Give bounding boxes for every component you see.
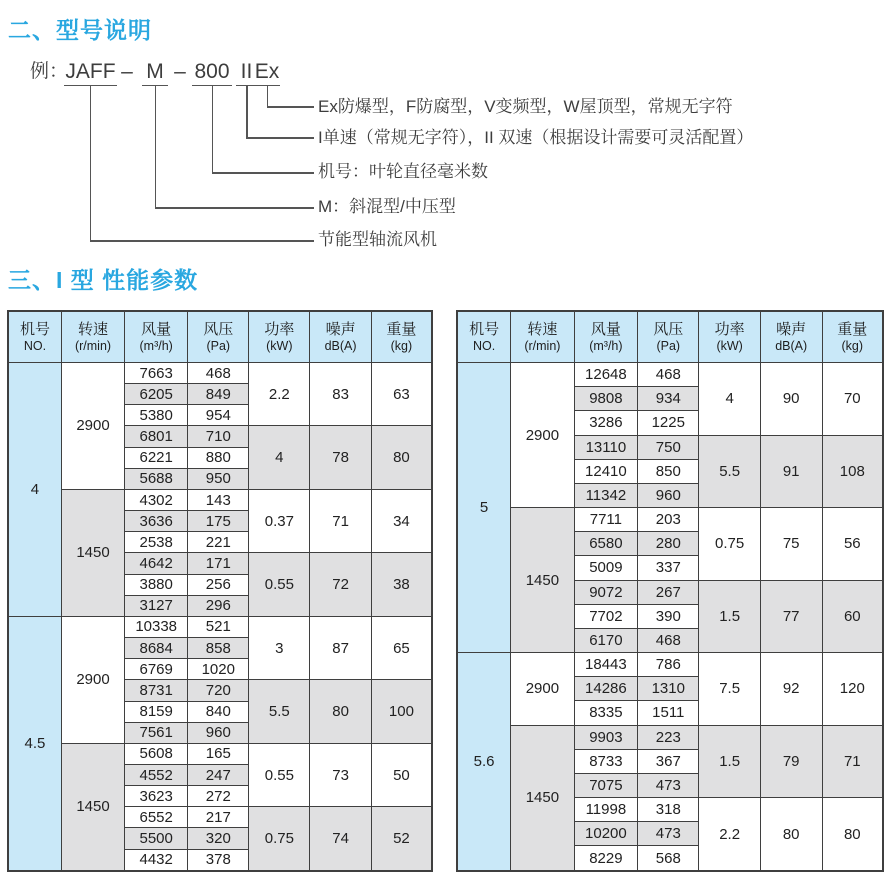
cell-pressure: 521	[188, 616, 249, 637]
cell-weight: 120	[822, 653, 883, 726]
cell-pressure: 256	[188, 574, 249, 595]
cell-rpm: 2900	[61, 616, 124, 743]
cell-power: 4	[249, 426, 310, 489]
callout-line	[246, 85, 248, 137]
cell-air-flow: 4642	[125, 553, 188, 574]
cell-air-flow: 6552	[125, 807, 188, 828]
cell-air-flow: 9808	[574, 387, 637, 411]
cell-air-flow: 8229	[574, 846, 637, 871]
cell-noise: 71	[310, 489, 371, 552]
cell-air-flow: 9903	[574, 725, 637, 749]
cell-pressure: 221	[188, 532, 249, 553]
cell-pressure: 296	[188, 595, 249, 616]
cell-air-flow: 8684	[125, 638, 188, 659]
cell-air-flow: 5380	[125, 405, 188, 426]
cell-air-flow: 12648	[574, 363, 637, 387]
col-header-unit: (m³/h)	[589, 338, 623, 353]
cell-pressure: 710	[188, 426, 249, 447]
table-row	[457, 653, 883, 677]
cell-pressure: 960	[188, 722, 249, 743]
col-header	[699, 311, 760, 363]
section-title-performance: 三、I 型 性能参数	[8, 267, 199, 293]
section-title-model: 二、型号说明	[8, 17, 152, 43]
cell-air-flow: 12410	[574, 459, 637, 483]
model-segment-ii: II	[236, 58, 257, 86]
performance-table-right	[456, 310, 884, 872]
cell-air-flow: 4432	[125, 849, 188, 871]
callout-label-size: 机号：叶轮直径毫米数	[318, 162, 488, 181]
cell-machine-no: 4.5	[8, 616, 61, 871]
cell-air-flow: 7702	[574, 604, 637, 628]
cell-noise: 73	[310, 743, 371, 806]
col-header-label: 重量	[837, 320, 868, 338]
cell-pressure: 858	[188, 638, 249, 659]
cell-pressure: 1310	[638, 677, 699, 701]
cell-noise: 74	[310, 807, 371, 871]
cell-power: 0.55	[249, 743, 310, 806]
cell-machine-no: 5	[457, 363, 511, 653]
cell-air-flow: 5608	[125, 743, 188, 764]
table-row	[8, 363, 432, 384]
cell-air-flow: 8731	[125, 680, 188, 701]
cell-air-flow: 5009	[574, 556, 637, 580]
cell-power: 2.2	[699, 798, 760, 871]
cell-noise: 75	[760, 508, 822, 581]
cell-air-flow: 8159	[125, 701, 188, 722]
callout-line	[155, 207, 314, 209]
cell-weight: 80	[822, 798, 883, 871]
cell-air-flow: 7075	[574, 773, 637, 797]
cell-weight: 100	[371, 680, 432, 743]
col-header-unit: (kg)	[390, 338, 413, 353]
cell-air-flow: 6221	[125, 447, 188, 468]
cell-air-flow: 9072	[574, 580, 637, 604]
callout-line	[90, 240, 314, 242]
cell-weight: 38	[371, 553, 432, 616]
callout-line	[246, 137, 314, 139]
col-header-unit: (kg)	[841, 338, 864, 353]
model-segment-ex: Ex	[254, 58, 280, 86]
cell-air-flow: 5500	[125, 828, 188, 849]
col-header-unit: NO.	[472, 338, 496, 353]
callout-label-speed: I单速（常规无字符），II 双速（根据设计需要可灵活配置）	[318, 128, 754, 147]
model-dash: –	[121, 60, 133, 83]
cell-power: 0.37	[249, 489, 310, 552]
cell-pressure: 203	[638, 508, 699, 532]
callout-line	[212, 85, 214, 172]
cell-rpm: 2900	[511, 363, 574, 508]
col-header	[822, 311, 883, 363]
cell-weight: 34	[371, 489, 432, 552]
callout-label-ex: Ex防爆型，F防腐型，V变频型，W屋顶型，常规无字符	[318, 97, 733, 116]
col-header	[8, 311, 61, 363]
cell-air-flow: 10338	[125, 616, 188, 637]
cell-power: 1.5	[699, 725, 760, 798]
cell-air-flow: 6205	[125, 384, 188, 405]
col-header-unit: NO.	[23, 338, 47, 353]
col-header-unit: (r/min)	[74, 338, 112, 353]
cell-pressure: 1020	[188, 659, 249, 680]
col-header-unit: (kW)	[266, 338, 293, 353]
cell-pressure: 223	[638, 725, 699, 749]
cell-air-flow: 7711	[574, 508, 637, 532]
cell-pressure: 1511	[638, 701, 699, 725]
col-header	[125, 311, 188, 363]
cell-weight: 65	[371, 616, 432, 679]
cell-pressure: 337	[638, 556, 699, 580]
cell-rpm: 2900	[511, 653, 574, 726]
cell-air-flow: 11342	[574, 483, 637, 507]
cell-power: 4	[699, 363, 760, 436]
cell-pressure: 378	[188, 849, 249, 871]
model-segment-jaff: JAFF	[64, 58, 117, 86]
cell-power: 0.75	[249, 807, 310, 871]
col-header-label: 转速	[78, 320, 109, 338]
cell-pressure: 468	[638, 363, 699, 387]
cell-pressure: 934	[638, 387, 699, 411]
cell-power: 5.5	[249, 680, 310, 743]
cell-machine-no: 5.6	[457, 653, 511, 871]
cell-pressure: 786	[638, 653, 699, 677]
cell-power: 0.75	[699, 508, 760, 581]
cell-air-flow: 4552	[125, 764, 188, 785]
cell-power: 5.5	[699, 435, 760, 508]
cell-air-flow: 2538	[125, 532, 188, 553]
callout-line	[212, 172, 314, 174]
cell-air-flow: 8733	[574, 749, 637, 773]
cell-pressure: 720	[188, 680, 249, 701]
col-header	[61, 311, 124, 363]
cell-noise: 92	[760, 653, 822, 726]
cell-pressure: 272	[188, 786, 249, 807]
cell-air-flow: 3880	[125, 574, 188, 595]
cell-pressure: 960	[638, 483, 699, 507]
cell-pressure: 468	[638, 628, 699, 652]
col-header-label: 噪声	[325, 320, 356, 338]
cell-air-flow: 13110	[574, 435, 637, 459]
table-row	[8, 743, 432, 764]
col-header-label: 风量	[590, 320, 621, 338]
cell-air-flow: 6170	[574, 628, 637, 652]
cell-pressure: 175	[188, 511, 249, 532]
cell-air-flow: 3623	[125, 786, 188, 807]
cell-air-flow: 18443	[574, 653, 637, 677]
cell-air-flow: 5688	[125, 468, 188, 489]
cell-noise: 90	[760, 363, 822, 436]
col-header-label: 功率	[264, 320, 295, 338]
cell-pressure: 267	[638, 580, 699, 604]
cell-air-flow: 4302	[125, 489, 188, 510]
cell-air-flow: 7663	[125, 363, 188, 384]
cell-rpm: 1450	[511, 725, 574, 871]
cell-weight: 70	[822, 363, 883, 436]
cell-pressure: 954	[188, 405, 249, 426]
cell-pressure: 367	[638, 749, 699, 773]
col-header-label: 噪声	[776, 320, 807, 338]
cell-rpm: 1450	[61, 743, 124, 871]
cell-air-flow: 14286	[574, 677, 637, 701]
col-header-label: 转速	[527, 320, 558, 338]
cell-air-flow: 3636	[125, 511, 188, 532]
table-row	[457, 725, 883, 749]
cell-pressure: 1225	[638, 411, 699, 435]
col-header-unit: (m³/h)	[139, 338, 173, 353]
cell-machine-no: 4	[8, 363, 61, 617]
col-header-unit: dB(A)	[324, 338, 357, 353]
cell-pressure: 473	[638, 773, 699, 797]
cell-air-flow: 6580	[574, 532, 637, 556]
cell-pressure: 171	[188, 553, 249, 574]
cell-power: 0.55	[249, 553, 310, 616]
callout-label-fan: 节能型轴流风机	[318, 230, 437, 249]
table-row	[8, 489, 432, 510]
cell-noise: 78	[310, 426, 371, 489]
cell-pressure: 750	[638, 435, 699, 459]
cell-pressure: 473	[638, 822, 699, 846]
cell-noise: 79	[760, 725, 822, 798]
callout-line	[267, 106, 314, 108]
cell-power: 1.5	[699, 580, 760, 653]
cell-weight: 56	[822, 508, 883, 581]
col-header-unit: (kW)	[716, 338, 743, 353]
cell-pressure: 950	[188, 468, 249, 489]
col-header-unit: dB(A)	[775, 338, 808, 353]
cell-pressure: 320	[188, 828, 249, 849]
cell-air-flow: 3127	[125, 595, 188, 616]
col-header	[188, 311, 249, 363]
col-header-label: 风压	[203, 320, 234, 338]
cell-weight: 50	[371, 743, 432, 806]
cell-pressure: 568	[638, 846, 699, 871]
col-header	[760, 311, 822, 363]
model-segment-m: M	[142, 58, 168, 86]
cell-noise: 72	[310, 553, 371, 616]
cell-rpm: 1450	[511, 508, 574, 653]
cell-pressure: 280	[638, 532, 699, 556]
col-header-label: 功率	[714, 320, 745, 338]
cell-pressure: 850	[638, 459, 699, 483]
col-header-label: 机号	[469, 320, 500, 338]
col-header	[511, 311, 574, 363]
cell-air-flow: 11998	[574, 798, 637, 822]
cell-noise: 83	[310, 363, 371, 426]
col-header	[457, 311, 511, 363]
cell-weight: 60	[822, 580, 883, 653]
cell-pressure: 849	[188, 384, 249, 405]
cell-noise: 77	[760, 580, 822, 653]
cell-air-flow: 7561	[125, 722, 188, 743]
cell-pressure: 840	[188, 701, 249, 722]
col-header-label: 风压	[653, 320, 684, 338]
model-segment-800: 800	[192, 58, 232, 86]
cell-noise: 91	[760, 435, 822, 508]
cell-rpm: 2900	[61, 363, 124, 490]
cell-pressure: 247	[188, 764, 249, 785]
performance-table-left	[7, 310, 433, 872]
col-header-label: 风量	[141, 320, 172, 338]
cell-power: 7.5	[699, 653, 760, 726]
col-header-unit: (Pa)	[656, 338, 681, 353]
cell-air-flow: 8335	[574, 701, 637, 725]
cell-pressure: 468	[188, 363, 249, 384]
model-example-prefix: 例：	[30, 61, 69, 82]
cell-air-flow: 10200	[574, 822, 637, 846]
model-dash: –	[174, 60, 186, 83]
col-header	[310, 311, 371, 363]
cell-air-flow: 6769	[125, 659, 188, 680]
callout-label-type: M：斜混型/中压型	[318, 197, 456, 216]
callout-line	[155, 85, 157, 207]
cell-noise: 80	[310, 680, 371, 743]
cell-weight: 52	[371, 807, 432, 871]
col-header	[574, 311, 637, 363]
col-header	[249, 311, 310, 363]
col-header	[638, 311, 699, 363]
cell-pressure: 318	[638, 798, 699, 822]
callout-line	[267, 85, 269, 106]
cell-pressure: 217	[188, 807, 249, 828]
performance-table-right-grid	[456, 310, 884, 872]
cell-noise: 87	[310, 616, 371, 679]
col-header-unit: (Pa)	[206, 338, 231, 353]
performance-table-left-grid	[7, 310, 433, 872]
col-header	[371, 311, 432, 363]
cell-weight: 71	[822, 725, 883, 798]
col-header-label: 重量	[386, 320, 417, 338]
cell-weight: 108	[822, 435, 883, 508]
table-row	[457, 508, 883, 532]
cell-pressure: 143	[188, 489, 249, 510]
cell-pressure: 390	[638, 604, 699, 628]
cell-noise: 80	[760, 798, 822, 871]
table-row	[457, 363, 883, 387]
cell-rpm: 1450	[61, 489, 124, 616]
cell-air-flow: 6801	[125, 426, 188, 447]
col-header-label: 机号	[19, 320, 50, 338]
cell-power: 3	[249, 616, 310, 679]
cell-air-flow: 3286	[574, 411, 637, 435]
cell-power: 2.2	[249, 363, 310, 426]
col-header-unit: (r/min)	[524, 338, 561, 353]
callout-line	[90, 85, 92, 240]
cell-weight: 63	[371, 363, 432, 426]
cell-pressure: 880	[188, 447, 249, 468]
cell-pressure: 165	[188, 743, 249, 764]
table-row	[8, 616, 432, 637]
cell-weight: 80	[371, 426, 432, 489]
